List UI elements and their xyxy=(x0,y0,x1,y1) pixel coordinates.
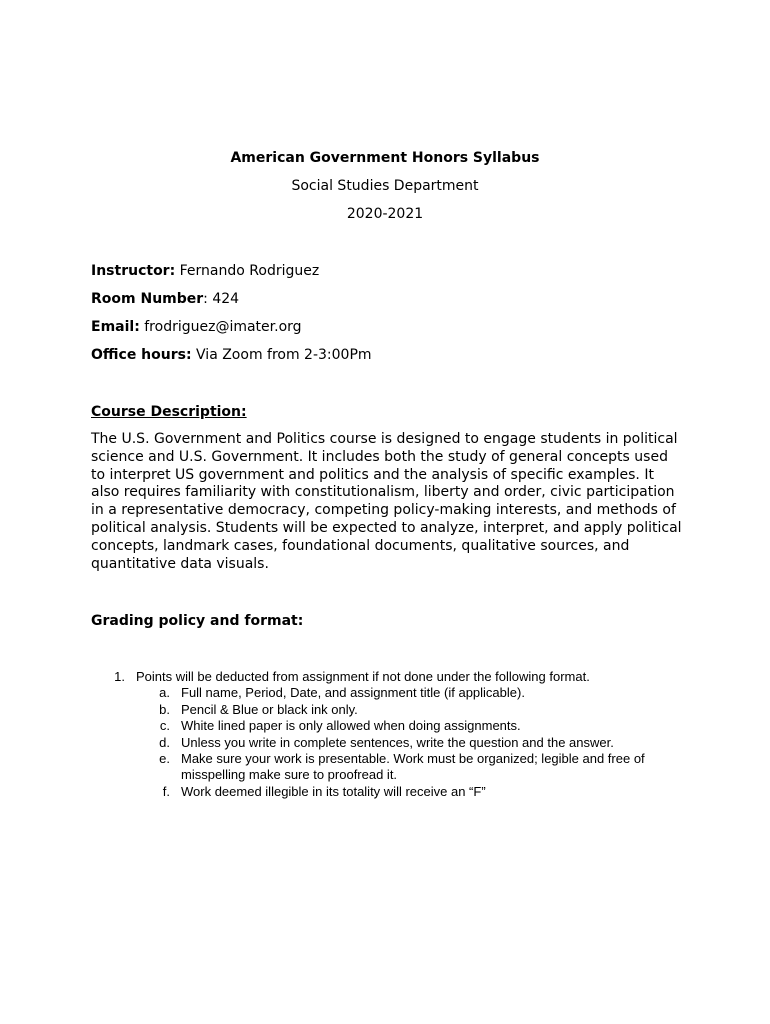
course-description-line: in a representative democracy, competing policy-making interests, and methods of xyxy=(91,502,676,519)
list-item-text: Work deemed illegible in its totality will receive an “F” xyxy=(181,783,486,799)
list-item xyxy=(0,669,770,685)
course-description-line: to interpret US government and politics and the analysis of specific examples. It xyxy=(91,466,654,483)
email-line xyxy=(91,318,302,336)
list-item-continuation xyxy=(0,767,770,783)
course-description-line: quantitative data visuals. xyxy=(91,555,269,572)
grading-policy-heading: Grading policy and format: xyxy=(91,613,304,629)
list-marker: b. xyxy=(159,701,170,717)
room-number-line xyxy=(91,290,239,308)
list-marker: e. xyxy=(159,750,170,766)
instructor-value: Fernando Rodriguez xyxy=(175,263,320,279)
list-marker: 1. xyxy=(114,669,125,684)
list-item xyxy=(0,718,770,734)
list-item-text: Points will be deducted from assignment if not done under the following format. xyxy=(136,669,590,684)
list-item-text: White lined paper is only allowed when doing assignments. xyxy=(181,718,521,734)
list-item-text: Pencil & Blue or black ink only. xyxy=(181,701,358,717)
department-line: Social Studies Department xyxy=(291,178,479,194)
list-item-text: Unless you write in complete sentences, write the question and the answer. xyxy=(181,734,614,750)
list-item-text: misspelling make sure to proofread it. xyxy=(181,767,398,783)
list-item xyxy=(0,735,770,751)
instructor-label: Instructor: xyxy=(91,263,176,279)
course-description-heading: Course Description: xyxy=(91,404,247,420)
list-item xyxy=(0,784,770,800)
list-item xyxy=(0,702,770,718)
list-item-text: Full name, Period, Date, and assignment title (if applicable). xyxy=(181,685,525,701)
room-number-value: : 424 xyxy=(203,291,240,307)
list-marker: d. xyxy=(159,734,170,750)
course-description-line: political analysis. Students will be expected to analyze, interpret, and apply political xyxy=(91,519,682,536)
course-description-line: science and U.S. Government. It includes both the study of general concepts used xyxy=(91,448,668,465)
office-hours-label: Office hours: xyxy=(91,347,192,363)
list-marker: a. xyxy=(159,685,170,701)
list-marker: f. xyxy=(162,783,170,799)
school-year-line: 2020-2021 xyxy=(346,206,424,222)
email-value: frodriguez@imater.org xyxy=(139,319,302,335)
grading-format-list xyxy=(0,669,770,800)
list-item xyxy=(0,685,770,701)
room-number-label: Room Number xyxy=(91,291,204,307)
office-hours-value: Via Zoom from 2-3:00Pm xyxy=(191,347,372,363)
list-item-text: Make sure your work is presentable. Work must be organized; legible and free of xyxy=(181,750,645,766)
instructor-line xyxy=(91,262,319,280)
document-title: American Government Honors Syllabus xyxy=(230,150,540,166)
course-description-line: The U.S. Government and Politics course is designed to engage students in political xyxy=(91,431,678,447)
course-description-line: concepts, landmark cases, foundational documents, qualitative sources, and xyxy=(91,537,630,554)
course-description-paragraph xyxy=(91,431,691,573)
course-description-line: also requires familiarity with constitutionalism, liberty and order, civic participation xyxy=(91,484,675,501)
list-item xyxy=(0,751,770,767)
email-label: Email: xyxy=(91,319,140,335)
list-marker: c. xyxy=(159,718,170,734)
office-hours-line xyxy=(91,346,372,364)
